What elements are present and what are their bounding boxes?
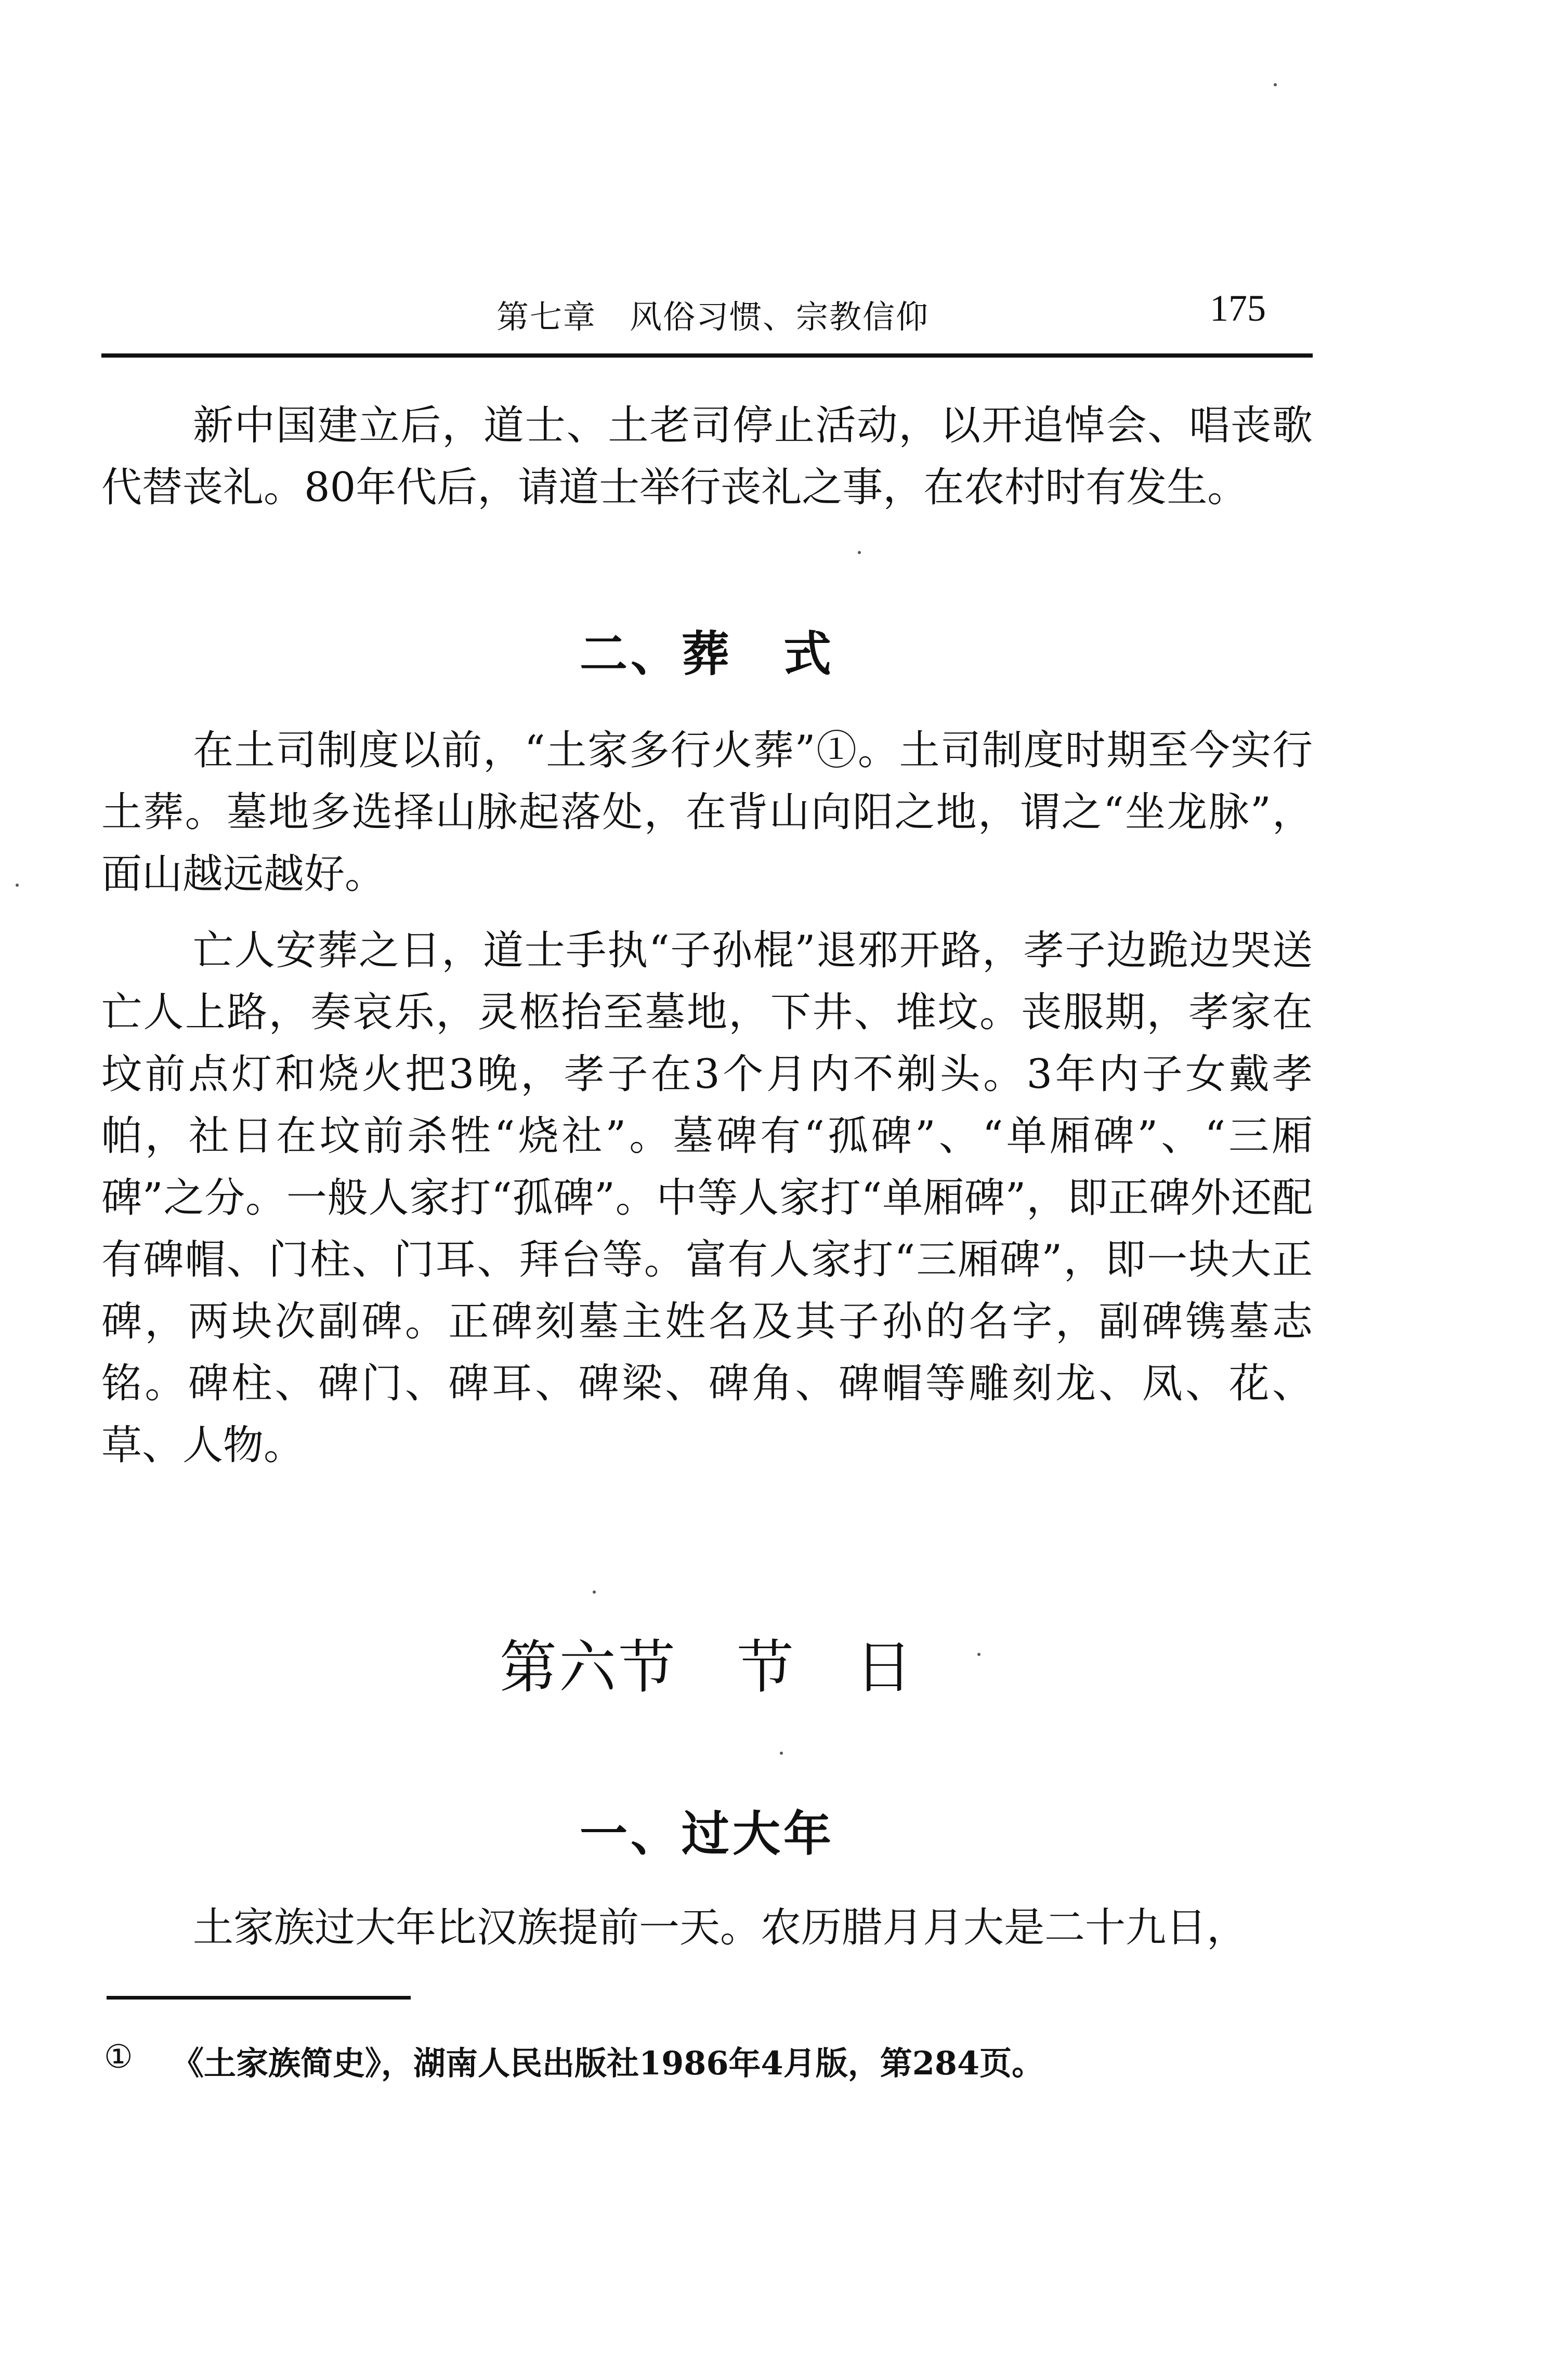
paragraph-burial-rites: 亡人安葬之日，道士手执“子孙棍”退邪开路，孝子边跪边哭送亡人上路，奏哀乐，灵柩抬至墓地，下井、堆坟。丧服期，孝家在坟前点灯和烧火把3晚，孝子在3个月内不剃头。3年内子女戴孝帕，社日在坟前杀牲“烧社”。墓碑有“孤碑”、“单厢碑”、“三厢碑”之分。一般人家打“孤碑”。中等人家打“单厢碑”，即正碑外还配有碑帽、门柱、门耳、拜台等。富有人家打“三厢碑”，即一块大正碑，两块次副碑。正碑刻墓主姓名及其子孙的名字，副碑镌墓志铭。碑柱、碑门、碑耳、碑梁、碑角、碑帽等雕刻龙、凤、花、草、人物。 [101, 927, 1313, 1469]
scan-speck [593, 1590, 596, 1594]
footnote-mark: ① [104, 2037, 133, 2075]
scan-speck [780, 1752, 783, 1755]
running-header [101, 281, 1313, 338]
footnote-text: 《土家族简史》，湖南人民出版社1986年4月版，第284页。 [172, 2044, 1044, 2082]
paragraph-new-year: 土家族过大年比汉族提前一天。农历腊月月大是二十九日， [193, 1904, 1248, 1951]
page-number: 175 [1210, 287, 1266, 329]
scan-speck [977, 1653, 980, 1656]
footnote-rule [107, 1996, 411, 2000]
running-title: 第七章 风俗习惯、宗教信仰 [496, 298, 930, 336]
header-rule [101, 353, 1313, 358]
heading-new-year: 一、过大年 [579, 1806, 834, 1862]
scan-speck [16, 884, 19, 887]
heading-burial: 二、葬 式 [579, 626, 834, 682]
scan-speck [1274, 83, 1277, 86]
scan-speck [858, 551, 861, 554]
footnote [104, 2037, 1044, 2084]
section-title-festivals: 第六节 节 日 [500, 1634, 914, 1701]
paragraph-burial-history: 在土司制度以前，“土家多行火葬”①。土司制度时期至今实行土葬。墓地多选择山脉起落处，在背山向阳之地，谓之“坐龙脉”，面山越远越好。 [101, 727, 1313, 898]
paragraph-funeral-modern: 新中国建立后，道士、土老司停止活动，以开追悼会、唱丧歌代替丧礼。80年代后，请道士举行丧礼之事，在农村时有发生。 [101, 402, 1313, 511]
